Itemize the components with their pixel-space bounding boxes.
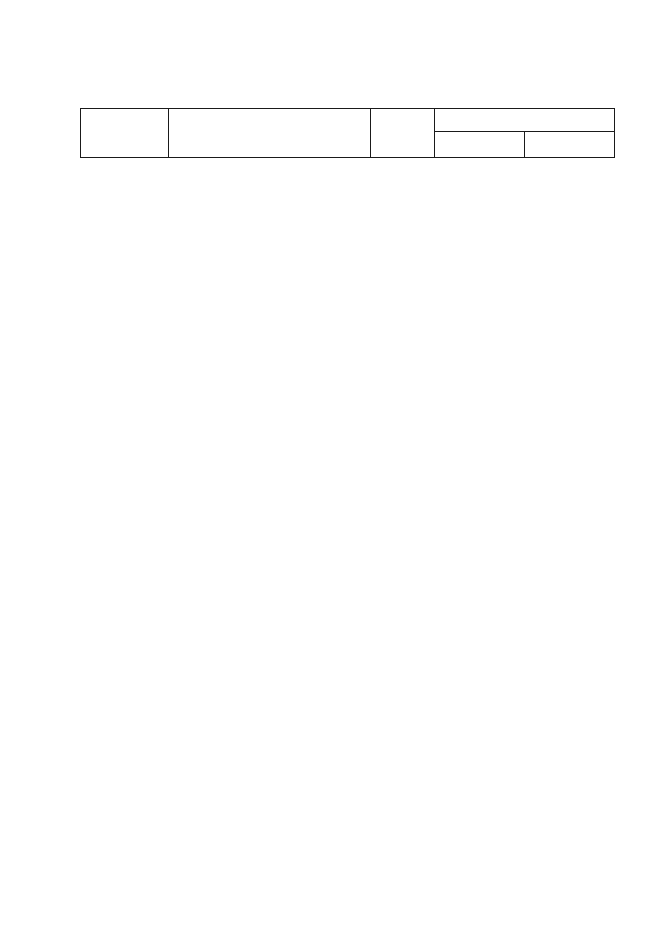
header-repeatability [435,132,525,158]
data-table [80,108,615,158]
header-accuracy [371,109,435,158]
header-reproducibility [525,132,615,158]
header-limits [435,109,615,132]
header-range [169,109,371,158]
header-component-name [81,109,169,158]
